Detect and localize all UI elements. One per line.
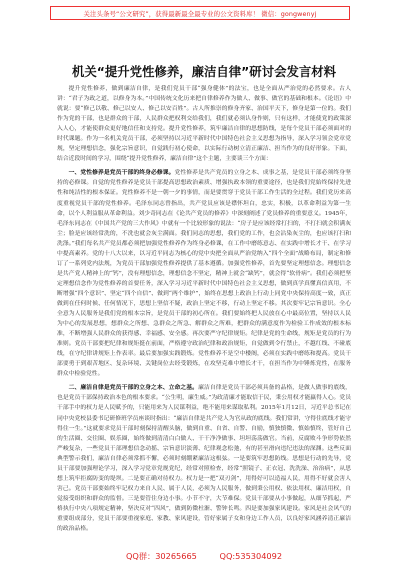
section-two-paragraph	[57, 383, 351, 534]
section-one-text: 党性修养是共产党员的立身之本、成事之基，是党员干部必须终身坚持的必修课。自觉的党性修养是党员干部提高思想政治素质、增强执政本领的重要途径，也是我们党始终保持先进性和纯洁性的根本保证。党性修养不是一朝一夕的事情，而是要贯穿于党员干部工作生活的全过程。我们党历来高度重视党员干部的党性修养。毛泽东同志曾指出，共产党员应该是襟怀坦白，忠实，积极，以革命利益为第一生命，以个人利益服从革命利益。刘少奇同志在《论共产党员的修养》中深刻阐述了党员修养的重要意义。1945年，毛泽东同志在《中国共产党的三大作风》中就有一个比较形象的说法：“房子是应该经常打扫的，不打扫就会积满灰尘；脸是应该经常洗的，不洗也就会灰尘满面。我们同志的思想，我们党的工作，也会沾染灰尘的，也应该打扫和洗涤。”我们每名共产党员都必须把加强党性修养作为终身必修课，在工作中磨练意志、在实践中增长才干、在学习中提高素养。党的十八大以来，以习近平同志为核心的党中央把全面从严治党纳入“四个全面”战略布局，制定和修订了一系列党内法规，为党员干部加强党性修养提供了基本遵循。加强党性修养，首先要坚定理想信念。理想信念是共产党人精神上的“钙”，没有理想信念，理想信念不坚定，精神上就会“缺钙”，就会得“软骨病”。我们必须把坚定理想信念作为党性修养的首要任务，深入学习习近平新时代中国特色社会主义思想，做到真学真懂真信真用，不断增强“四个意识”、坚定“四个自信”、做到“两个维护”，始终在思想上政治上行动上同党中央保持高度一致，真正做到在任何时候、任何情况下，思想上坚信不疑，政治上坚定不移，行动上坚定不移。其次要牢记宗旨意识。全心全意为人民服务是我们党的根本宗旨，是党员干部的初心所在。我们要始终把人民放在心中最高位置，坚持以人民为中心的发展思想，想群众之所想、急群众之所急、解群众之所难，把群众的满意度作为检验工作成效的根本标准，不断增强人民群众的获得感、幸福感、安全感。再次要严守纪律规矩。纪律是党的生命线，规矩是党员的行为准则。党员干部要把纪律和规矩挺在前面，严格遵守政治纪律和政治规矩，自觉做到令行禁止，不越红线、不碰底线，在守纪律讲规矩上作表率。最后要加强实践锻炼。党性修养不是空中楼阁，必须在实践中磨练和提高。党员干部要勇于到艰苦地区、复杂环境、关键岗位去经受锻炼，在攻坚克难中增长才干，在担当作为中锤炼党性，在服务群众中检验党性。	[57, 170, 351, 378]
promo-banner	[50, 6, 350, 20]
footer-qq-group: QQ群：30265665	[125, 551, 197, 561]
document-title: 机关“提升党性修养，廉洁自律”研讨会发言材料	[71, 64, 337, 79]
section-two-heading: 二、廉洁自律是党员干部的立身之本、立命之基。	[68, 385, 199, 392]
document-body	[57, 84, 351, 536]
section-one-paragraph	[57, 168, 351, 379]
footer-qq: QQ:535304092	[219, 551, 283, 561]
intro-paragraph: 提升党性修养，做到廉洁自律，是我们党员干部“强身健体”的法宝，也是全面从严治党的必然要求。古人讲：“君子为政之道，以修身为本。”中国传统文化历来把自律修养作为做人、做事、做官的基础和根本。《论语》中就说：要“修己以敬、修己以安人、修己以安百姓”。古人所推崇的修身齐家、治国平天下，修身是第一位的。我们作为党的干部，也是群众的干部，人民群众把权利交给我们，我们就必须认身作则，只有这样，才能使党的政策深入人心，才能使群众更好地信任和支持党。提升党性修养，筑牢廉洁自律的思想防线，是每个党员干部必须面对的时代课题。作为一名机关党员干部，必须坚持以习近平新时代中国特色社会主义思想为指导，深入学习领会党章党规，坚定理想信念，强化宗旨意识，自觉践行初心使命，以实际行动树立清正廉洁、担当作为的良好形象。下面，结合近段时间的学习，围绕“提升党性修养，廉洁自律”这个主题，主要谈三个方面：	[57, 86, 351, 163]
footer-contact	[0, 551, 408, 562]
promo-banner-text: 关注头条号“公文研究”，获得最新最全最专业的公文资料库！ 微信：gongwenyj	[83, 9, 317, 18]
section-two-text: 廉洁自律是党员干部必须具备的品格，是做人做事的底线，也是党员干部保持政治本色的根本要求。“公生明，廉生威。”为政清廉才能取信于民，秉公用权才能赢得人心。党员干部手中的权力是人民赋予的，只能用来为人民谋利益，绝不能用来谋取私利。2015年1月12日，习近平总书记在同中央党校县委书记研修班学员座谈时指出：“廉洁自律是共产党人为官从政的底线。我们常讲，守得住底线才能守得住一生。”这就要求党员干部时刻保持清醒头脑，做到自重、自省、自警、自励，慎独慎微、慎始慎终，管好自己的生活圈、交往圈、娱乐圈，始终做到清清白白做人、干干净净做事、坦坦荡荡做官。当前，反腐败斗争形势依然严峻复杂，一些党员干部理想信念动摇、宗旨意识淡薄、纪律观念松弛，有的甚至滑向违纪违法的深渊。这些反面典型警示我们，廉洁自律必须常抓不懈，必须时刻绷紧廉洁这根弦。一是要筑牢思想防线。思想是行动的先导，党员干部要加强理论学习，深入学习党章党规党纪，经常对照检查，经常“照镜子、正衣冠、洗洗澡、治治病”，从思想上筑牢拒腐防变的堤坝。二是要正确对待权力。权力是一把“双刃剑”，用得好可以造福人民，用得不好就会害人害己。党员干部要始终牢记权力来自人民、属于人民，必须为人民服务，做到秉公用权、依法用权、廉洁用权，自觉接受组织和群众的监督。三是要管住身边小事。小节不守，大节难保。党员干部要从小事做起，从细节抓起，严格执行中央八项规定精神，坚决反对“四风”，做到防微杜渐、警钟长鸣。四是要加强家风建设。家风是社会风气的重要组成部分，党员干部要重视家庭、家教、家风建设，管好家属子女和身边工作人员，以良好家风涵养清正廉洁的政治品格。	[57, 385, 351, 533]
section-one-heading: 一、党性修养是党员干部的终身必修课。	[68, 170, 175, 177]
